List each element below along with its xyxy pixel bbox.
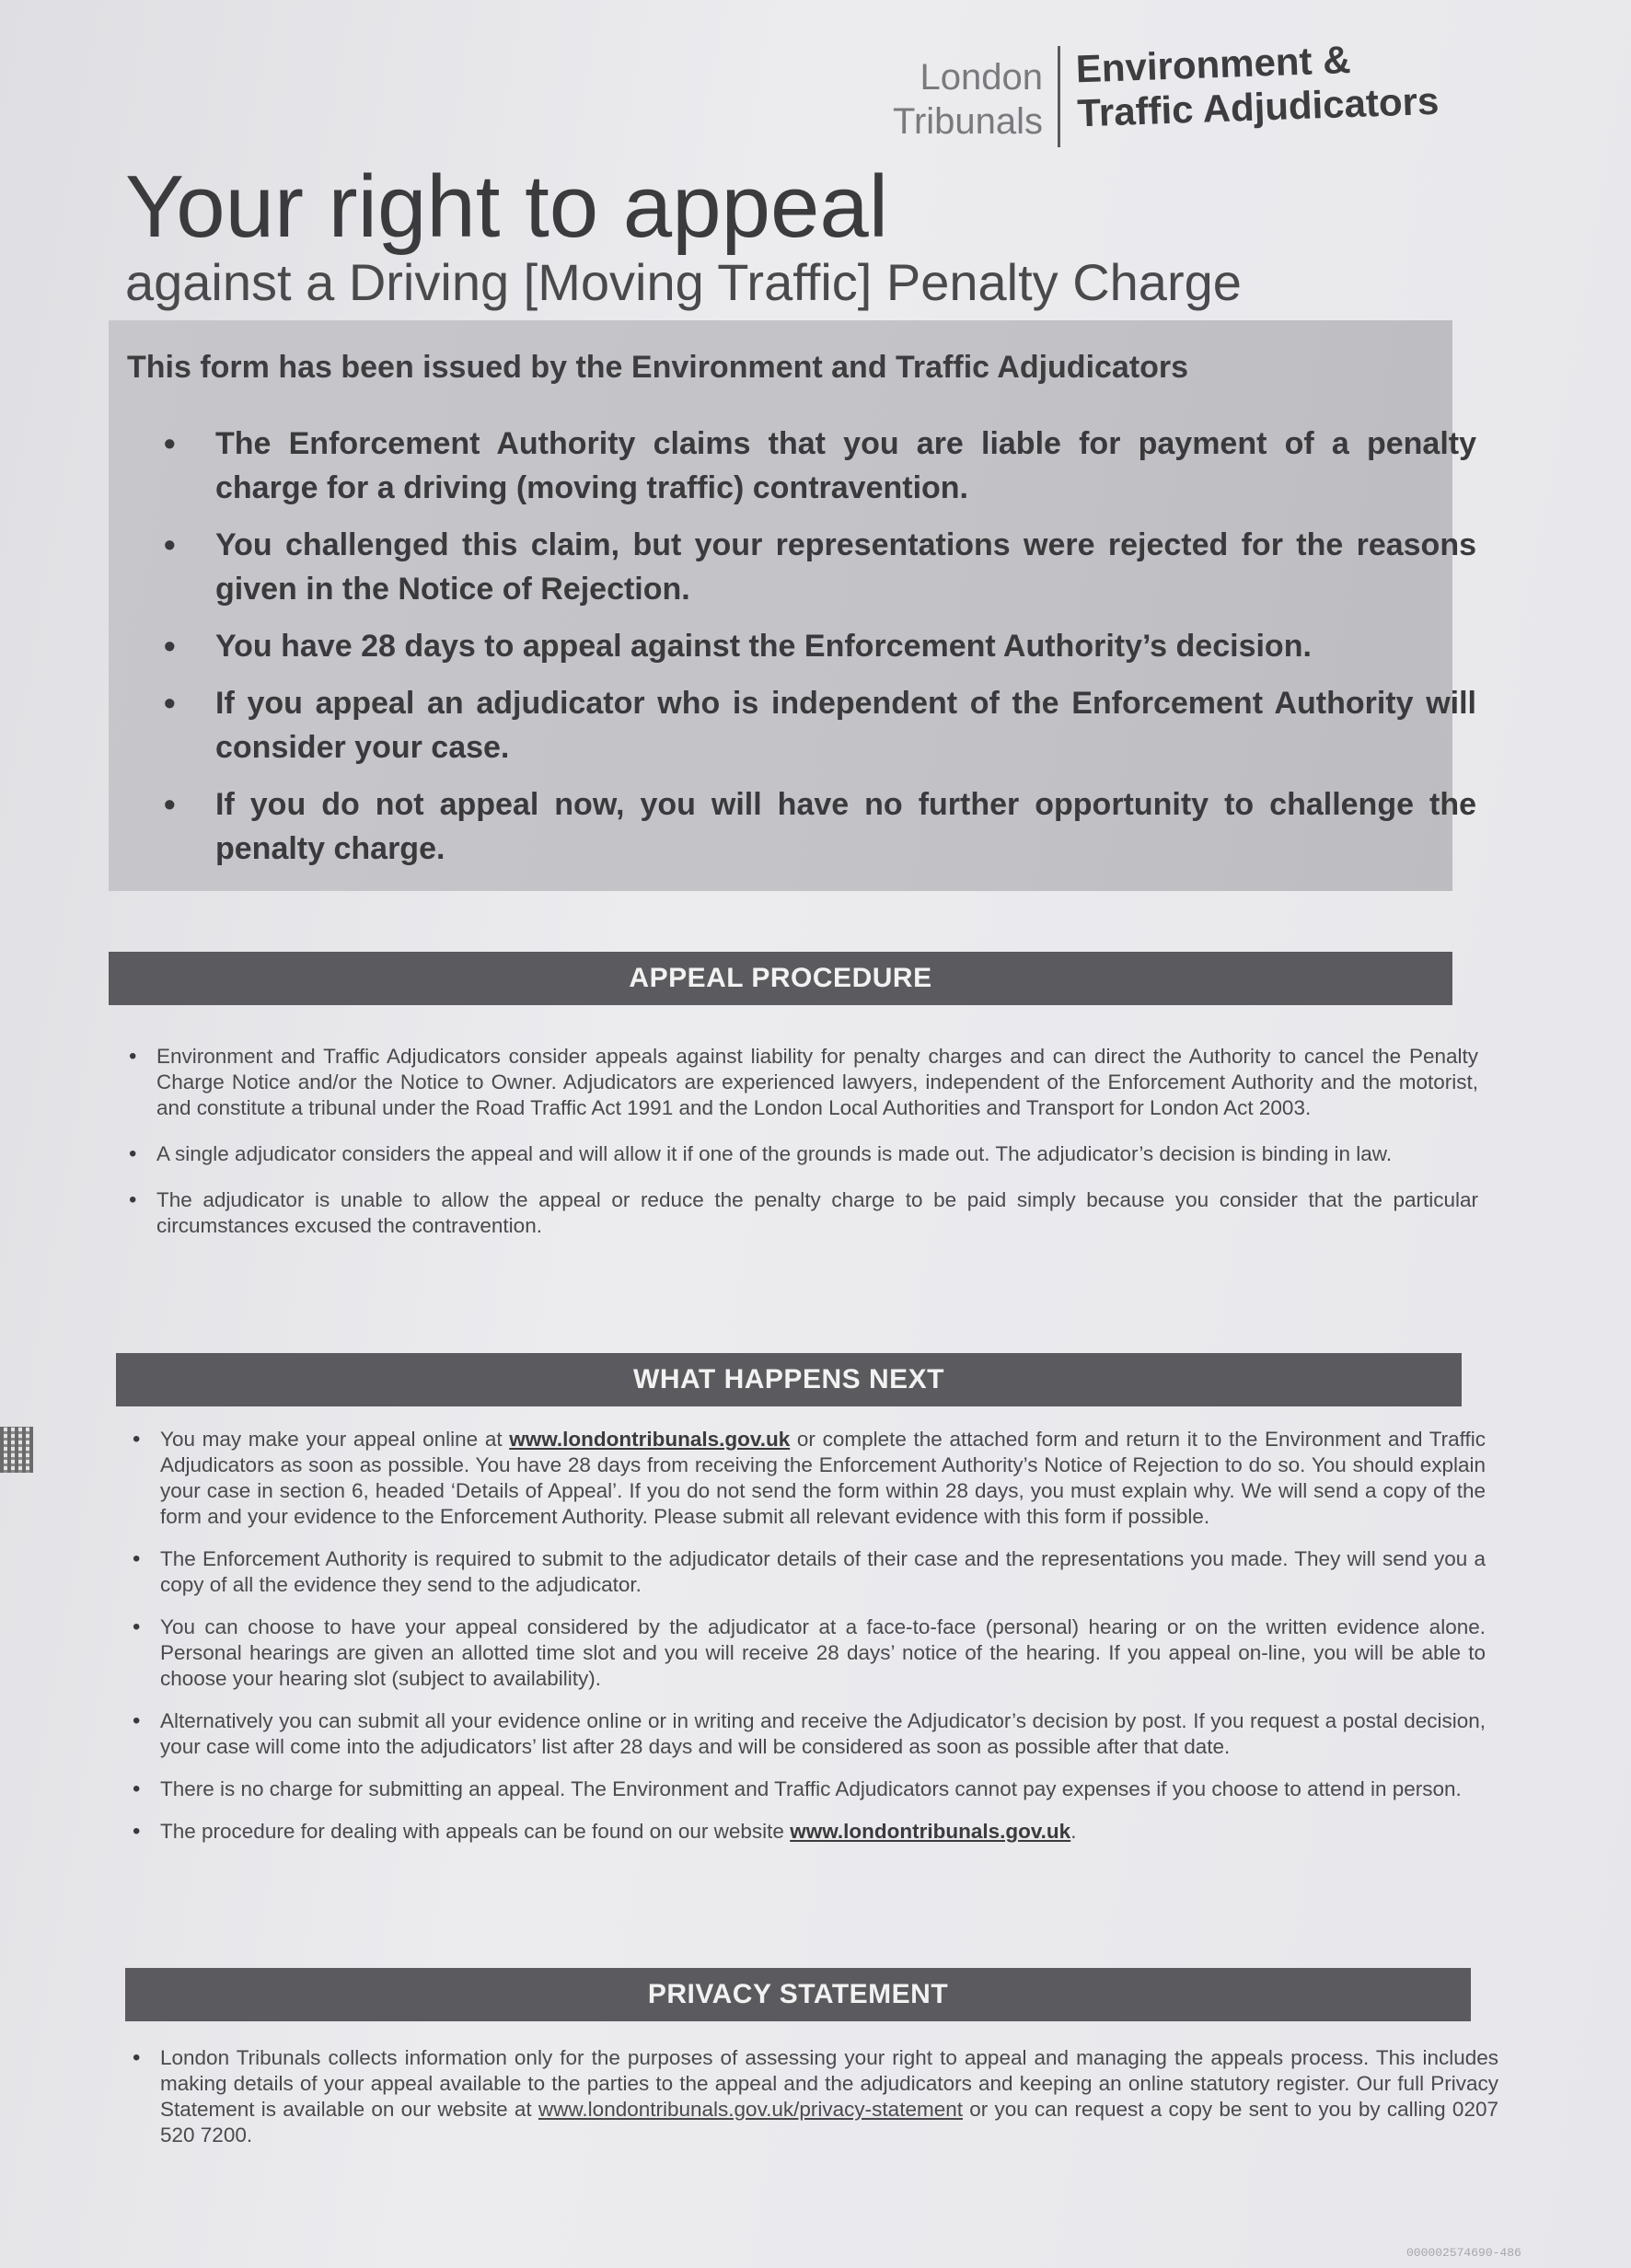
what-happens-next-bullet: • There is no charge for submitting an appeal. The Environment and Traffic Adjudicators cannot pay expenses if you choose to attend in person. xyxy=(160,1776,1486,1802)
intro-bullet: • You challenged this claim, but your representations were rejected for the reasons given in the Notice of Rejection. xyxy=(215,523,1476,611)
what-happens-next-bullet: • Alternatively you can submit all your evidence online or in writing and receive the Adjudicator’s decision by post. If you request a postal decision, your case will come into the adjudicators’ list after 28 days and will be considered as soon as possible after that date. xyxy=(160,1708,1486,1760)
logo-left-text xyxy=(893,46,1060,147)
document-reference-code: 000002574690-486 xyxy=(1406,2246,1521,2260)
intro-bullet-list xyxy=(164,422,1476,884)
intro-box xyxy=(109,320,1476,891)
privacy-bullet xyxy=(160,2045,1498,2148)
logo-right-line2: Traffic Adjudicators xyxy=(1076,78,1440,135)
bullet-text: London Tribunals collects information only for the purposes of assessing your right to appeal and managing the appeals process. This includes making details of your appeal available to the parties to the appeal and the adjudicators and keeping an online statutory register. Our full Privacy Statement is available on our website at xyxy=(160,2046,1498,2121)
qr-code-icon xyxy=(0,1427,33,1473)
intro-bullet: • If you do not appeal now, you will have no further opportunity to challenge the penalty charge. xyxy=(215,782,1476,871)
logo-right-text xyxy=(1060,33,1440,147)
intro-bullet: • You have 28 days to appeal against the Enforcement Authority’s decision. xyxy=(215,624,1476,668)
what-happens-next-bullet xyxy=(160,1427,1486,1530)
logo-left-line1: London xyxy=(920,57,1044,98)
what-happens-next-bullet: • The Enforcement Authority is required to submit to the adjudicator details of their case and the representations you made. They will send you a copy of all the evidence they send to the adjudicator. xyxy=(160,1546,1486,1598)
bullet-text: or complete the attached form and return it to the Environment and Traffic Adjudicators as soon as possible. You have 28 days from receiving the Enforcement Authority’s Notice of Rejection to do so. You should explain your case in section 6, headed ‘Details of Appeal’. If you do not send the form within 28 days, you must explain why. We will send a copy of the form and your evidence to the Enforcement Authority. Please submit all relevant evidence with this form if possible. xyxy=(160,1428,1486,1528)
what-happens-next-list xyxy=(131,1427,1486,1861)
website-link[interactable]: www.londontribunals.gov.uk xyxy=(790,1820,1071,1843)
bullet-text: or you can request a copy be sent to you by calling 0207 520 7200. xyxy=(160,2098,1498,2146)
logo-left-line2: Tribunals xyxy=(893,101,1044,142)
intro-heading: This form has been issued by the Environment and Traffic Adjudicators xyxy=(127,350,1189,385)
intro-bullet: • The Enforcement Authority claims that you are liable for payment of a penalty charge for a driving (moving traffic) contravention. xyxy=(215,422,1476,510)
appeal-procedure-bullet: • The adjudicator is unable to allow the appeal or reduce the penalty charge to be paid simply because you consider that the particular circumstances excused the contravention. xyxy=(156,1187,1478,1239)
bullet-text: The procedure for dealing with appeals can be found on our website xyxy=(160,1820,791,1843)
website-link[interactable]: www.londontribunals.gov.uk xyxy=(509,1428,791,1451)
bullet-text: You may make your appeal online at xyxy=(160,1428,510,1451)
page-title: Your right to appeal xyxy=(125,157,889,256)
what-happens-next-heading: WHAT HAPPENS NEXT xyxy=(116,1353,1462,1406)
bullet-text: . xyxy=(1070,1820,1077,1843)
logo-right-line1: Environment & xyxy=(1075,38,1352,91)
privacy-statement-link[interactable]: www.londontribunals.gov.uk/privacy-statement xyxy=(538,2098,963,2121)
intro-bullet: • If you appeal an adjudicator who is independent of the Enforcement Authority will consider your case. xyxy=(215,681,1476,770)
appeal-procedure-bullet: • Environment and Traffic Adjudicators consider appeals against liability for penalty charges and can direct the Authority to cancel the Penalty Charge Notice and/or the Notice to Owner. Adjudicators are experienced lawyers, independent of the Enforcement Authority and the motorist, and constitute a tribunal under the Road Traffic Act 1991 and the London Local Authorities and Transport for London Act 2003. xyxy=(156,1044,1478,1121)
page-subtitle: against a Driving [Moving Traffic] Penalty Charge xyxy=(125,253,1242,311)
appeal-procedure-bullet: • A single adjudicator considers the appeal and will allow it if one of the grounds is made out. The adjudicator’s decision is binding in law. xyxy=(156,1141,1478,1167)
what-happens-next-bullet xyxy=(160,1819,1486,1845)
privacy-statement-heading: PRIVACY STATEMENT xyxy=(125,1968,1471,2021)
privacy-list xyxy=(131,2045,1498,2169)
appeal-procedure-heading: APPEAL PROCEDURE xyxy=(109,952,1452,1005)
london-tribunals-logo xyxy=(893,38,1440,147)
appeal-procedure-list xyxy=(127,1044,1478,1259)
what-happens-next-bullet: • You can choose to have your appeal considered by the adjudicator at a face-to-face (personal) hearing or on the written evidence alone. Personal hearings are given an allotted time slot and you will receive 28 days’ notice of the hearing. If you appeal on-line, you will be able to choose your hearing slot (subject to availability). xyxy=(160,1614,1486,1692)
